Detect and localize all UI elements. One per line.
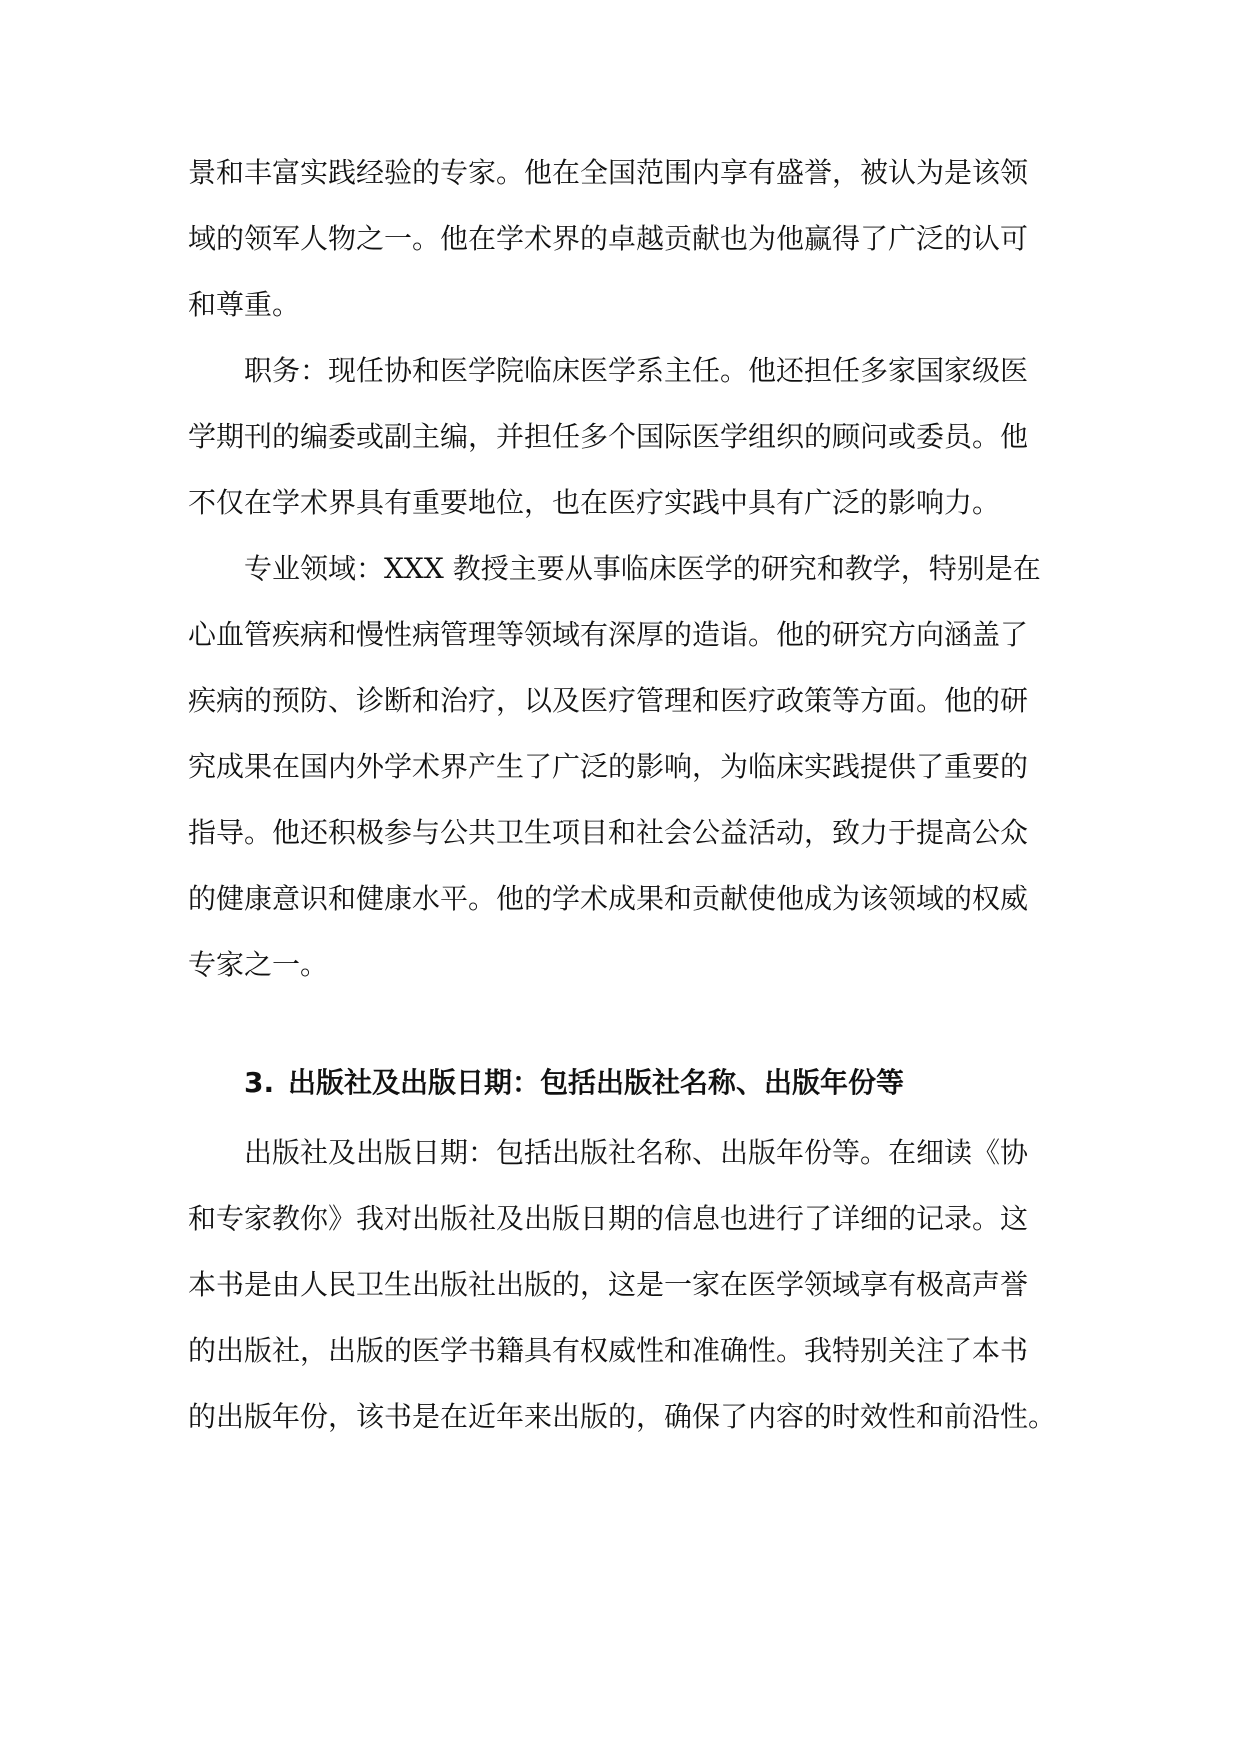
paragraph-expertise — [188, 536, 1060, 998]
paragraph-position — [188, 338, 1060, 536]
document-body — [188, 140, 1060, 1450]
text-line: 的健康意识和健康水平。他的学术成果和贡献使他成为该领域的权威 — [188, 882, 1029, 915]
text-line: 学期刊的编委或副主编，并担任多个国际医学组织的顾问或委员。他 — [188, 420, 1029, 453]
spacer — [188, 998, 1060, 1050]
text-line: 域的领军人物之一。他在学术界的卓越贡献也为他赢得了广泛的认可 — [188, 222, 1029, 255]
text-line: 疾病的预防、诊断和治疗，以及医疗管理和医疗政策等方面。他的研 — [188, 684, 1029, 717]
text-line: 心血管疾病和慢性病管理等领域有深厚的造诣。他的研究方向涵盖了 — [188, 618, 1029, 651]
text-line: 和尊重。 — [188, 288, 301, 321]
text-line: 的出版社，出版的医学书籍具有权威性和准确性。我特别关注了本书 — [188, 1334, 1029, 1367]
text-line: 职务：现任协和医学院临床医学系主任。他还担任多家国家级医 — [244, 354, 1029, 387]
text-line: 专业领域：XXX 教授主要从事临床医学的研究和教学，特别是在 — [244, 552, 1041, 585]
text-line: 本书是由人民卫生出版社出版的，这是一家在医学领域享有极高声誉 — [188, 1268, 1029, 1301]
text-line: 景和丰富实践经验的专家。他在全国范围内享有盛誉，被认为是该领 — [188, 156, 1029, 189]
section-heading — [188, 1050, 1060, 1116]
section-number: 3. — [244, 1066, 275, 1099]
text-line: 不仅在学术界具有重要地位，也在医疗实践中具有广泛的影响力。 — [188, 486, 1001, 519]
paragraph-publisher — [188, 1120, 1060, 1450]
text-line: 出版社及出版日期：包括出版社名称、出版年份等。在细读《协 — [244, 1136, 1029, 1169]
text-line: 和专家教你》我对出版社及出版日期的信息也进行了详细的记录。这 — [188, 1202, 1029, 1235]
text-line: 究成果在国内外学术界产生了广泛的影响，为临床实践提供了重要的 — [188, 750, 1029, 783]
section-title: 出版社及出版日期：包括出版社名称、出版年份等 — [288, 1066, 905, 1099]
paragraph-intro-continued — [188, 140, 1060, 338]
text-line: 指导。他还积极参与公共卫生项目和社会公益活动，致力于提高公众 — [188, 816, 1029, 849]
text-line: 的出版年份，该书是在近年来出版的，确保了内容的时效性和前沿性。 — [188, 1400, 1057, 1433]
text-line: 专家之一。 — [188, 948, 329, 981]
